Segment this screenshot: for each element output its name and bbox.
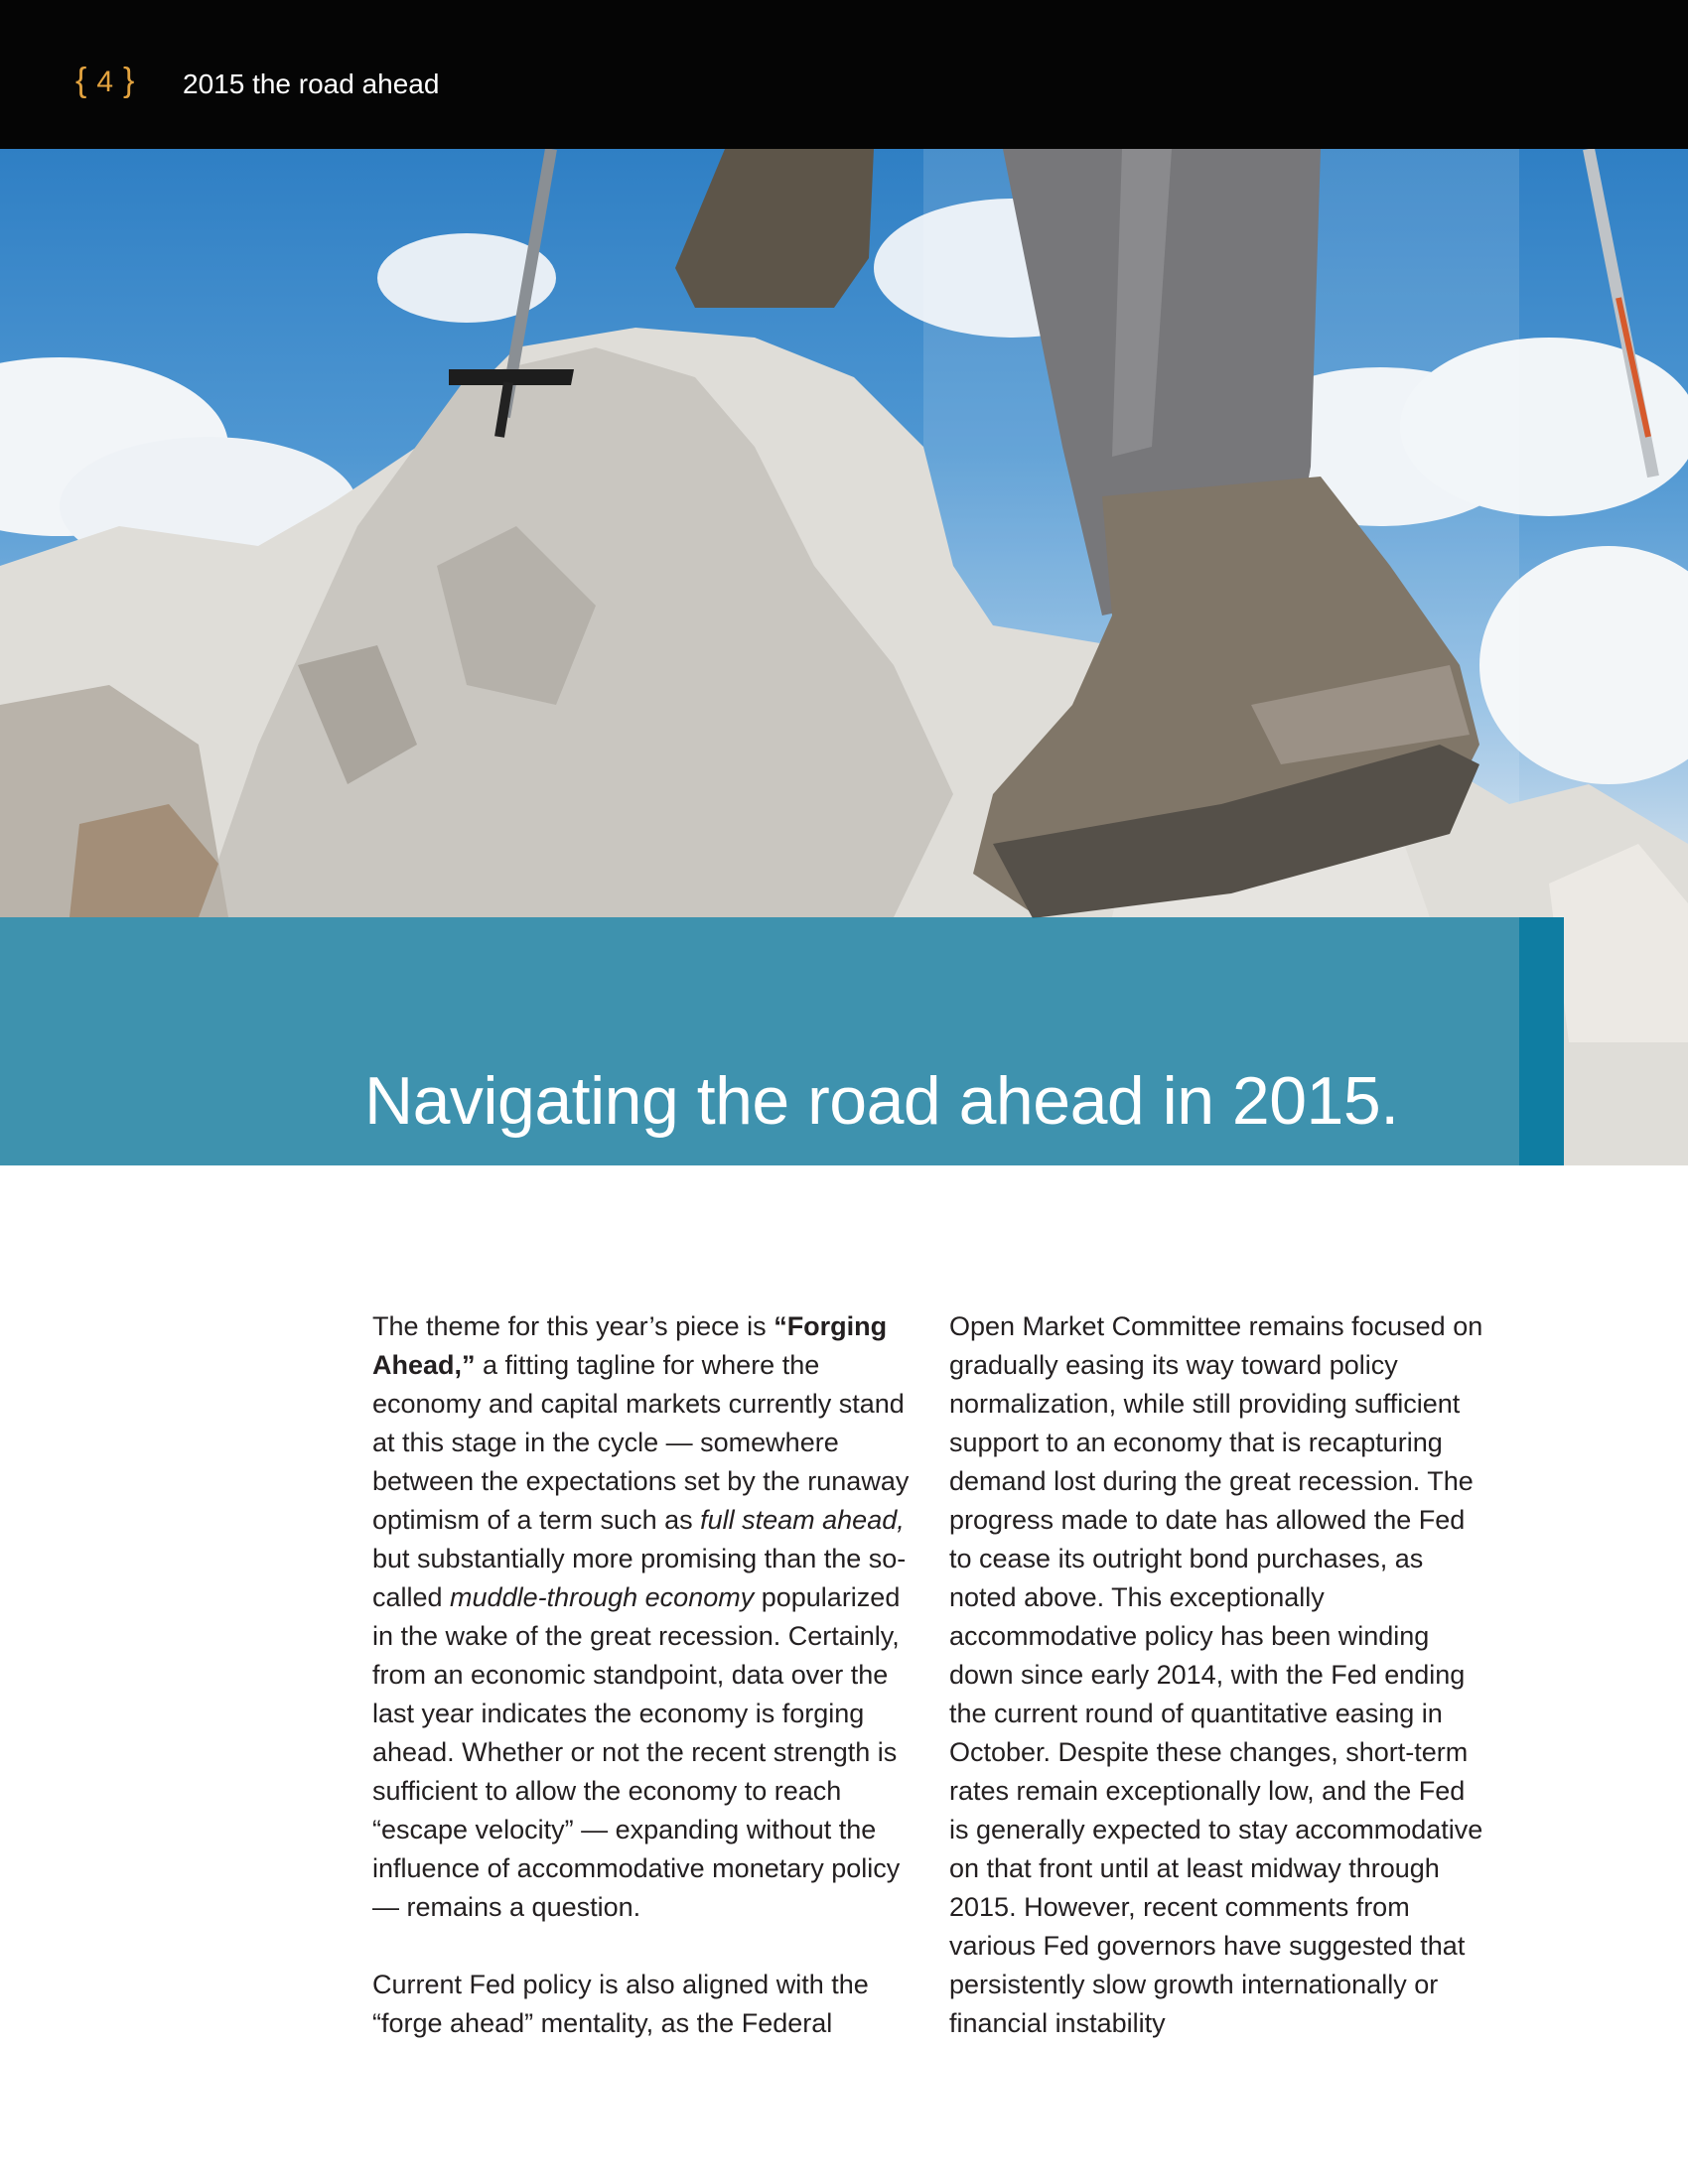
text-run: a fitting tagline for where the economy and capital markets currently stand at this stage in the cycle — somewhere between the expectations set by the runaway optimism of a term such as (372, 1350, 910, 1535)
text-run: The theme for this year’s piece is (372, 1311, 774, 1341)
paragraph-continued: Open Market Committee remains focused on gradually easing its way toward policy normalization, while still providing sufficient support to an economy that is recapturing demand lost during the great recession. The progress made to date has allowed the Fed to cease its outright bond purchases, as noted above. This exceptionally accommodative policy has been winding down since early 2014, with the Fed ending the current round of quantitative easing in October. Despite these changes, short-term rates remain exceptionally low, and the Fed is generally expected to stay accommodative on that front until at least midway through 2015. However, recent comments from various Fed governors have suggested that persistently slow growth internationally or financial instability (949, 1311, 1483, 2038)
body-column-right (949, 1307, 1485, 2043)
section-title: Navigating the road ahead in 2015. (364, 1063, 1399, 1139)
header-bar (0, 0, 1688, 149)
body-column-left (372, 1307, 918, 2043)
text-run: but substantially more promising than the so-called (372, 1544, 907, 1612)
emphasis-muddle-through: muddle-through economy (450, 1582, 755, 1612)
text-run: popularized in the wake of the great recession. Certainly, from an economic standpoint, data over the last year indicates the economy is forging ahead. Whether or not the recent strength is sufficient to allow the economy to reach “escape velocity” — expanding without the influence of accommodative monetary policy — remains a question. (372, 1582, 901, 1922)
emphasis-full-steam-ahead: full steam ahead, (700, 1505, 905, 1535)
emphasis-forging-ahead: “Forging Ahead,” (372, 1311, 888, 1380)
title-band-accent (1519, 917, 1564, 1165)
paragraph-intro (372, 1307, 918, 1927)
page-number (75, 62, 134, 100)
running-title: 2015 the road ahead (183, 68, 440, 99)
brace-close: } (123, 62, 135, 99)
paragraph-fed-policy: Current Fed policy is also aligned with the “forge ahead” mentality, as the Federal (372, 1970, 869, 2038)
page-number-value: 4 (96, 66, 114, 98)
brace-open: { (75, 62, 87, 99)
